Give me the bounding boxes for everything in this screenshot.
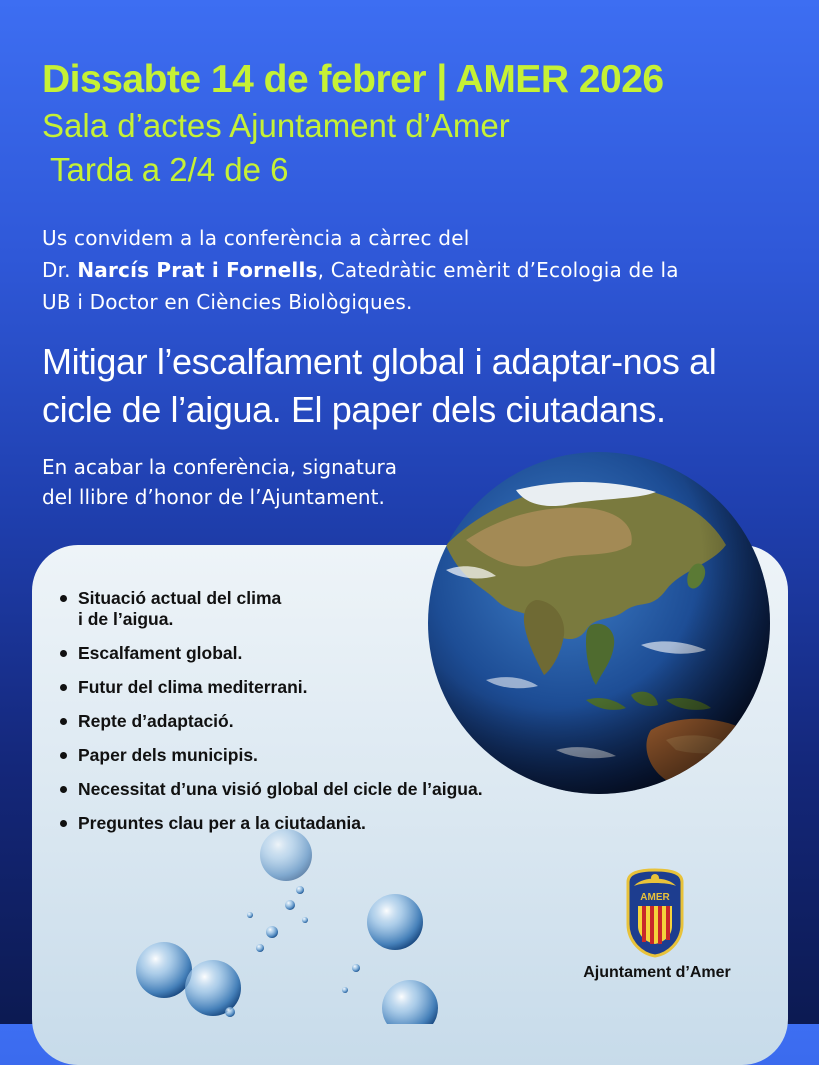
speaker-name: Narcís Prat i Fornells [77, 258, 318, 282]
event-venue: Sala d’actes Ajuntament d’Amer [42, 107, 510, 144]
signing-line-2: del llibre d’honor de l’Ajuntament. [42, 485, 385, 509]
topic-line-2: cicle de l’aigua. El paper dels ciutadans. [42, 389, 666, 430]
list-item [60, 588, 483, 630]
invitation-line-3: UB i Doctor en Ciències Biològiques. [42, 290, 413, 314]
list-item-text: Situació actual del clima [78, 588, 282, 608]
ajuntament-coat-of-arms-logo [622, 868, 688, 958]
list-item: Necessitat d’una visió global del cicle de l’aigua. [60, 779, 483, 800]
invitation-line-1: Us convidem a la conferència a càrrec del [42, 226, 470, 250]
logo-caption: Ajuntament d’Amer [583, 964, 731, 981]
speaker-role: , Catedràtic emèrit d’Ecologia de la [317, 258, 679, 282]
speaker-prefix: Dr. [42, 258, 71, 282]
list-item: Escalfament global. [60, 643, 483, 664]
list-item: Paper dels municipis. [60, 745, 483, 766]
event-time: Tarda a 2/4 de 6 [50, 151, 289, 188]
topic-line-1: Mitigar l’escalfament global i adaptar-nos al [42, 341, 717, 382]
list-item: Repte d’adaptació. [60, 711, 483, 732]
list-item: Futur del clima mediterrani. [60, 677, 483, 698]
event-date-title: Dissabte 14 de febrer | AMER 2026 [42, 58, 664, 101]
list-item: Preguntes clau per a la ciutadania. [60, 813, 483, 834]
list-item-text-continued: i de l’aigua. [78, 609, 174, 629]
logo-emblem-text: AMER [640, 892, 670, 903]
signing-line-1: En acabar la conferència, signatura [42, 455, 398, 479]
topics-list [60, 588, 483, 847]
